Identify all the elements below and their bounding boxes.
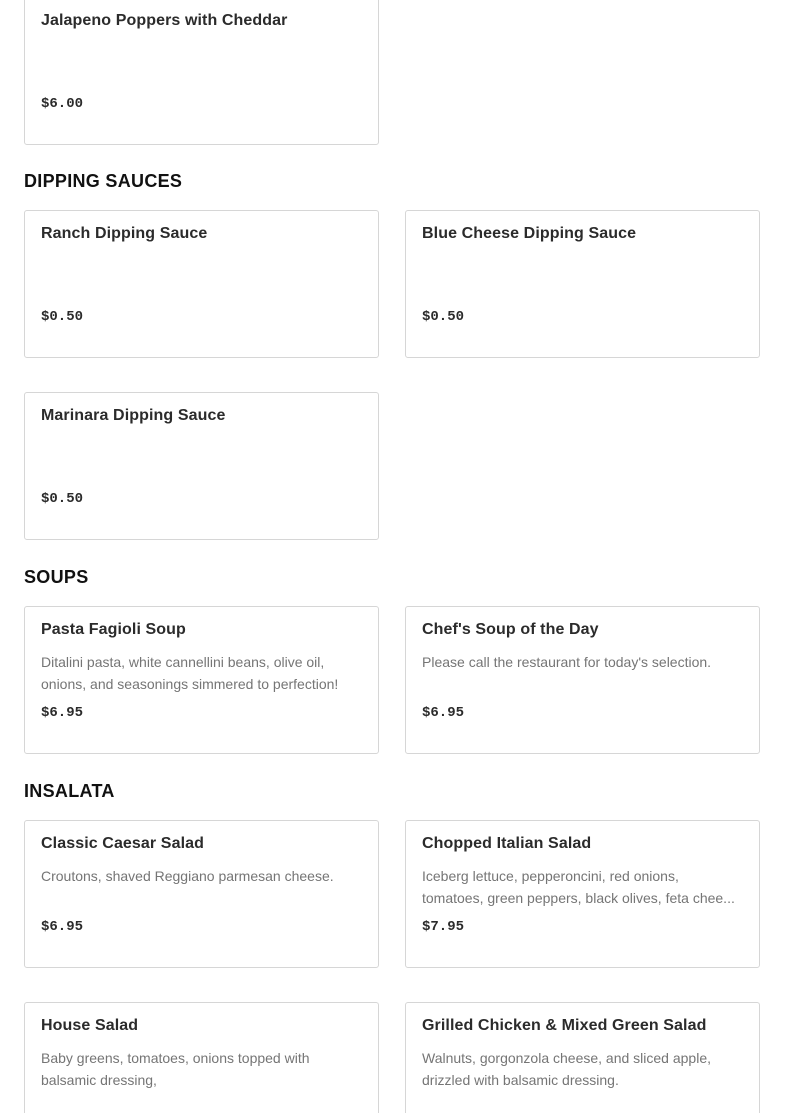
menu-item-price: $0.50	[41, 309, 84, 325]
menu-item-description: Croutons, shaved Reggiano parmesan cheese.	[41, 868, 334, 884]
menu-item-card[interactable]	[24, 1002, 379, 1113]
menu-item-description: Iceberg lettuce, pepperoncini, red onions, tomatoes, green peppers, black olives, feta chee...	[422, 868, 735, 906]
menu-item-card[interactable]	[405, 820, 760, 968]
menu-item-name: Pasta Fagioli Soup	[41, 621, 186, 638]
menu-item-name: Marinara Dipping Sauce	[41, 407, 226, 424]
menu-item-price: $6.00	[41, 96, 84, 112]
section-title-insalata: INSALATA	[24, 781, 115, 801]
section-title-dipping-sauces: DIPPING SAUCES	[24, 171, 183, 191]
menu-item-card[interactable]	[405, 606, 760, 754]
menu-item-card[interactable]	[24, 392, 379, 540]
menu-item-description: Baby greens, tomatoes, onions topped with balsamic dressing,	[41, 1050, 310, 1088]
menu-item-price: $6.95	[422, 705, 465, 721]
menu-item-card[interactable]	[24, 0, 379, 145]
menu-item-description: Please call the restaurant for today's selection.	[422, 654, 712, 670]
section-title-soups: SOUPS	[24, 567, 89, 587]
menu-item-name: House Salad	[41, 1017, 139, 1034]
menu-item-card[interactable]	[24, 606, 379, 754]
menu-item-price: $0.50	[41, 491, 84, 507]
menu-item-name: Chef's Soup of the Day	[422, 621, 599, 638]
menu-item-card[interactable]	[24, 210, 379, 358]
menu-item-description: Walnuts, gorgonzola cheese, and sliced apple, drizzled with balsamic dressing.	[422, 1050, 711, 1088]
menu-item-name: Classic Caesar Salad	[41, 835, 204, 852]
menu-item-card[interactable]	[405, 210, 760, 358]
menu-item-card[interactable]	[405, 1002, 760, 1113]
menu-item-description: Ditalini pasta, white cannellini beans, olive oil, onions, and seasonings simmered to perfection!	[41, 654, 339, 692]
menu-item-price: $7.95	[422, 919, 465, 935]
menu-item-name: Blue Cheese Dipping Sauce	[422, 225, 637, 242]
menu-item-name: Grilled Chicken & Mixed Green Salad	[422, 1017, 707, 1034]
menu-item-price: $0.50	[422, 309, 465, 325]
menu-item-name: Chopped Italian Salad	[422, 835, 592, 852]
menu-item-price: $6.95	[41, 705, 84, 721]
menu-item-name: Ranch Dipping Sauce	[41, 225, 208, 242]
menu-item-name: Jalapeno Poppers with Cheddar	[41, 12, 288, 29]
menu-item-card[interactable]	[24, 820, 379, 968]
menu-item-price: $6.95	[41, 919, 84, 935]
